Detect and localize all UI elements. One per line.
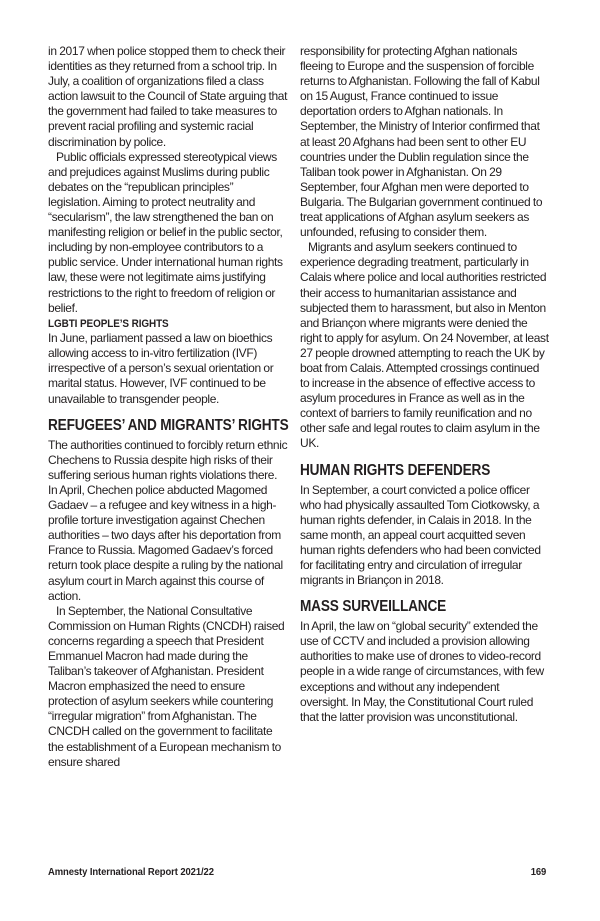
paragraph-public-officials: Public officials expressed stereotypical views and prejudices against Muslims during public debates on the “republican principles” legislation. Aiming to protect neutrality and “secularism”, the law strengthened the ban on manifesting religion or belief in the public sector, including by non-employee contributors to a public service. Under international human rights law, these were not legitimate aims justifying restrictions to the right to freedom of religion or belief. bbox=[48, 149, 283, 315]
paragraph-chechen-returns: The authorities continued to forcibly return ethnic Chechens to Russia despite high risks of their suffering serious human rights violations there. In April, Chechen police abducted Magomed Gadaev – a refugee and key witness in a high-profile torture investigation against Chechen authorities – two days after his deportation from France to Russia. Magomed Gadaev’s forced return took place despite a ruling by the national asylum court in March against this course of action. bbox=[48, 437, 288, 603]
paragraph-identity-checks: in 2017 when police stopped them to check their identities as they returned from a school trip. In July, a coalition of organizations filed a class action lawsuit to the Council of State arguing that the government had failed to take measures to prevent racial profiling and systemic racial discrimination by police. bbox=[48, 44, 288, 149]
section-heading-mass-surveillance: MASS SURVEILLANCE bbox=[300, 598, 447, 616]
section-heading-refugees-and-migrants-rights: REFUGEES’ AND MIGRANTS’ RIGHTS bbox=[48, 416, 289, 434]
paragraph-global-security-law: In April, the law on “global security” extended the use of CCTV and included a provision allowing authorities to make use of drones to video-record people in a wide range of circumstances, with few exceptions and without any independent oversight. In May, the Constitutional Court ruled that the latter provision was unconstitutional. bbox=[300, 619, 544, 724]
paragraph-afghan-nationals: responsibility for protecting Afghan nationals fleeing to Europe and the suspension of forcible returns to Afghanistan. Following the fall of Kabul on 15 August, France continued to issue deportation orders to Afghan nationals. In September, the Ministry of Interior confirmed that at least 20 Afghans had been sent to other EU countries under the Dublin regulation since the Taliban took power in Afghanistan. On 29 September, four Afghan men were deported to Bulgaria. The Bulgarian government continued to treat applications of Afghan asylum seekers as unfounded, refusing to consider them. bbox=[300, 44, 543, 240]
footer-report-title: Amnesty International Report 2021/22 bbox=[48, 866, 214, 878]
paragraph-migrants-calais: Migrants and asylum seekers continued to experience degrading treatment, particularly in Calais where police and local authorities restricted their access to humanitarian assistance and subjected them to harassment, but also in Menton and Briançon where migrants were denied the right to apply for asylum. On 24 November, at least 27 people drowned attempting to reach the UK by boat from Calais. Attempted crossings continued to increase in the absence of effective access to asylum procedures in France as well as in the context of barriers to family reunification and no other safe and legal routes to claim asylum in the UK. bbox=[300, 240, 549, 451]
footer-page-number: 169 bbox=[530, 866, 546, 878]
page-footer bbox=[48, 866, 546, 878]
right-column bbox=[300, 44, 549, 770]
paragraph-defenders-court-cases: In September, a court convicted a police officer who had physically assaulted Tom Ciotkowsky, a human rights defender, in Calais in 2018. In the same month, an appeal court acquitted seven human rights defenders who had been convicted for facilitating entry and circulation of irregular migrants in Briançon in 2018. bbox=[300, 482, 541, 588]
section-heading-human-rights-defenders: HUMAN RIGHTS DEFENDERS bbox=[300, 461, 491, 479]
two-column-layout bbox=[48, 44, 549, 770]
subsection-heading-lgbti-peoples-rights: LGBTI PEOPLE’S RIGHTS bbox=[48, 317, 169, 330]
paragraph-cncdh-speech: In September, the National Consultative Commission on Human Rights (CNCDH) raised concerns regarding a speech that President Emmanuel Macron had made during the Taliban’s takeover of Afghanistan. President Macron emphasized the need to ensure protection of asylum seekers while countering “irregular migration” from Afghanistan. The CNCDH called on the government to facilitate the establishment of a European mechanism to ensure shared bbox=[48, 603, 285, 769]
paragraph-bioethics-law: In June, parliament passed a law on bioethics allowing access to in-vitro fertilization (IVF) irrespective of a person’s sexual orientation or marital status. However, IVF continued to be unavailable to transgender people. bbox=[48, 331, 274, 406]
left-column bbox=[48, 44, 288, 770]
